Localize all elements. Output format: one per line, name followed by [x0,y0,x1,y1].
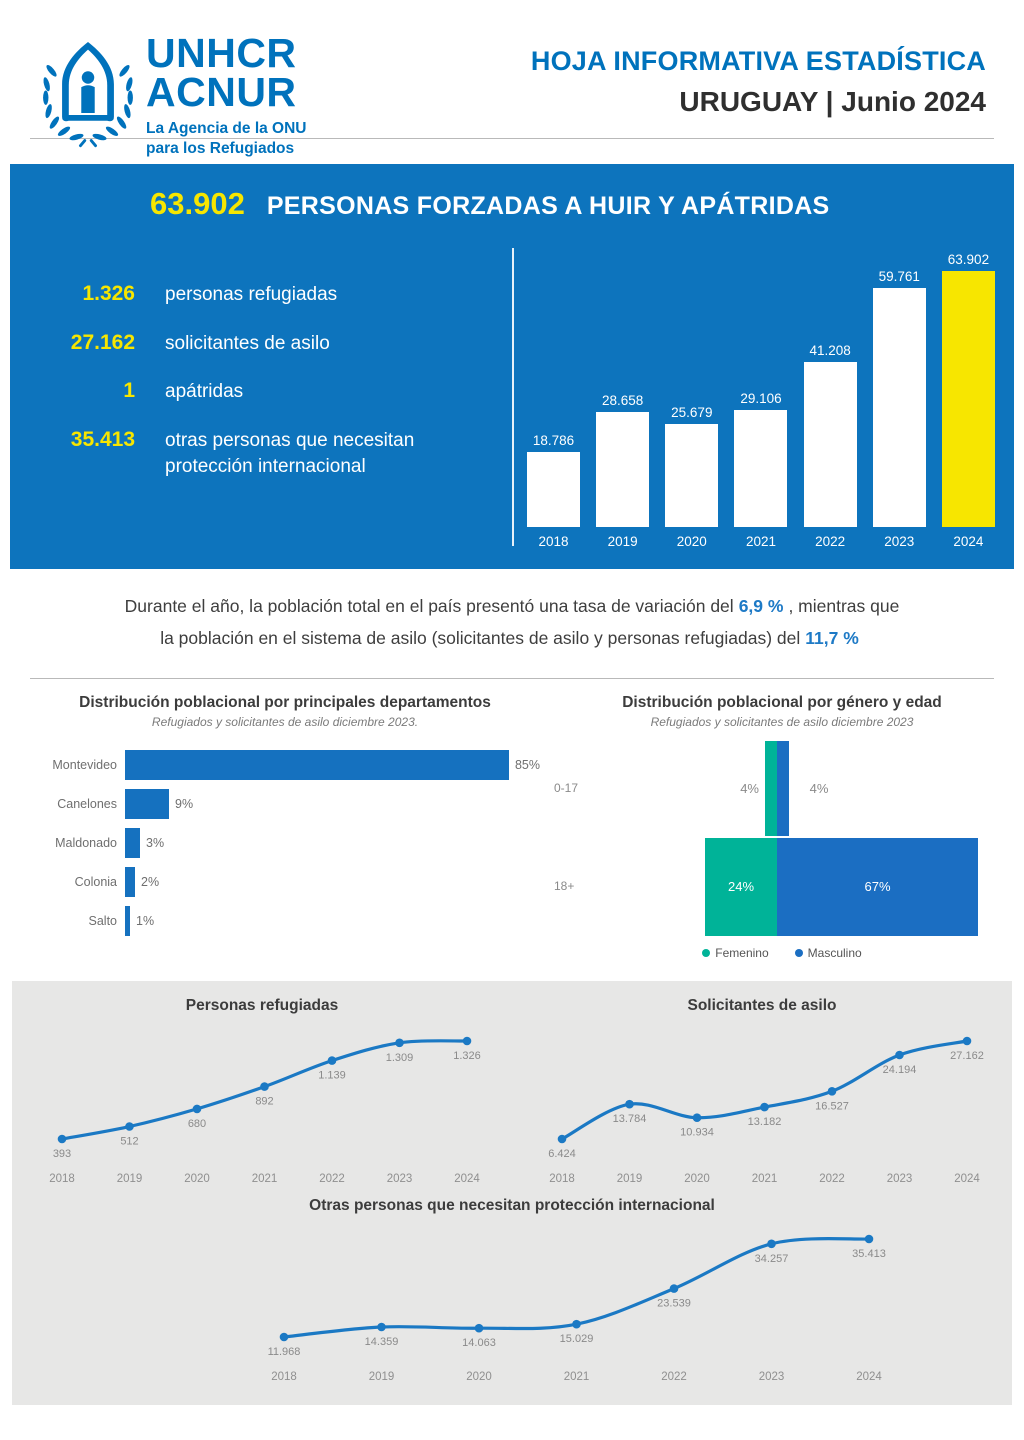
x-axis-label: 2024 [954,1173,980,1185]
point-value-label: 14.359 [364,1336,399,1348]
section-divider [30,678,994,679]
x-axis-label: 2020 [466,1371,492,1383]
data-point [377,1323,386,1332]
document-title: HOJA INFORMATIVA ESTADÍSTICA [530,46,986,76]
asylum-trend-chart [512,997,1012,1189]
stat-value: 1.326 [82,282,135,305]
stat-value: 27.162 [70,330,135,354]
point-value-label: 1.139 [318,1069,346,1082]
point-value-label: 16.527 [815,1100,849,1113]
x-axis-label: 2024 [454,1173,480,1185]
bar-value-label: 63.902 [947,252,990,267]
data-point [558,1135,567,1144]
bar-year-label: 2024 [953,534,984,549]
bar-year-label: 2021 [745,534,776,549]
point-value-label: 892 [255,1095,274,1108]
bar-value-label: 59.761 [878,269,920,284]
logo-unhcr: UNHCR [146,30,297,76]
variation-pct-total: 6,9 % [738,596,784,616]
data-point [963,1037,972,1046]
x-axis-label: 2018 [271,1371,297,1383]
point-value-label: 1.309 [385,1051,414,1064]
point-value-label: 23.539 [657,1297,691,1310]
male-value-label: 4% [809,780,829,796]
x-axis-label: 2021 [563,1371,590,1383]
female-bar [765,741,777,836]
x-axis-label: 2020 [184,1173,210,1185]
dept-bar-row [30,784,540,823]
total-count: 63.902 [150,186,245,221]
dept-category-label: Colonia [74,874,117,889]
dept-category-label: Montevideo [52,757,117,772]
bar-value-label: 28.658 [602,393,644,408]
others-chart-title: Otras personas que necesitan protección internacional [309,1197,715,1214]
logo-text [146,30,307,158]
dept-bar-row [30,862,540,901]
age-group-label: 0-17 [554,780,579,795]
others-trend-chart [12,1197,1012,1387]
bar-column [804,343,857,549]
data-point [625,1100,634,1109]
gender-legend [540,946,1024,960]
dept-bar [125,867,135,897]
bar-value-label: 18.786 [532,433,575,448]
asylum-chart-title: Solicitantes de asilo [687,997,837,1014]
x-axis-label: 2020 [684,1173,710,1185]
data-point [193,1105,202,1114]
point-value-label: 680 [187,1117,207,1130]
summary-banner [10,164,1014,569]
male-value-label: 67% [864,879,891,894]
trend-charts-top-row [12,997,1012,1189]
legend-item-masculino [795,946,862,960]
point-value-label: 11.968 [267,1346,301,1358]
data-point [260,1082,269,1091]
data-point [670,1284,679,1293]
dept-value-label: 85% [514,757,540,772]
female-value-label: 24% [727,879,755,894]
refugees-chart-title: Personas refugiadas [185,997,339,1014]
x-axis-label: 2023 [758,1371,785,1383]
refugees-trend-chart [12,997,512,1189]
bar-year-label: 2018 [538,534,569,549]
x-axis-label: 2023 [386,1173,413,1185]
asylum-line-chart [522,1021,1002,1189]
male-bar [777,741,789,836]
stat-row [10,282,480,308]
others-line-chart [244,1219,904,1387]
bar-column [527,433,580,549]
point-value-label: 24.194 [882,1064,917,1076]
bar-column [942,252,995,549]
bar-column [665,405,718,549]
departments-chart [0,694,540,967]
x-axis-label: 2019 [368,1371,395,1383]
x-axis-label: 2018 [49,1173,75,1185]
gender-chart-subtitle: Refugiados y solicitantes de asilo diciembre 2023 [650,715,914,729]
bar-year-label: 2023 [884,534,915,549]
dept-value-label: 2% [141,874,160,889]
variation-paragraph [0,591,1024,654]
stat-row [10,379,480,405]
bar [873,288,926,527]
bar-value-label: 29.106 [740,391,782,406]
point-value-label: 393 [52,1148,72,1160]
variation-line-1: Durante el año, la población total en el país presentó una tasa de variación del 6,9 % , mientras que [124,596,900,616]
dept-value-label: 3% [146,835,165,850]
legend-label: Masculino [807,946,862,960]
vertical-divider [512,248,514,546]
female-value-label: 4% [740,780,759,796]
x-axis-label: 2024 [856,1371,882,1383]
stat-label: otras personas que necesitan protección internacional [165,429,415,477]
data-point [828,1087,837,1096]
banner-heading: PERSONAS FORZADAS A HUIR Y APÁTRIDAS [266,192,830,220]
age-group-label: 18+ [554,879,575,893]
banner-title [150,186,830,222]
banner-bar-chart [527,252,995,549]
dept-value-label: 1% [136,913,155,928]
x-axis-label: 2021 [751,1173,778,1185]
dept-category-label: Salto [88,913,117,928]
stat-value: 35.413 [70,427,135,451]
data-point [760,1103,769,1112]
point-value-label: 13.182 [747,1116,782,1129]
bar-year-label: 2020 [676,534,707,549]
logo-tagline: La Agencia de la ONU para los Refugiados [146,119,307,158]
point-value-label: 34.257 [754,1252,789,1265]
variation-line-2: la población en el sistema de asilo (solicitantes de asilo y personas refugiadas) del 11,7 % [0,623,1024,655]
legend-label: Femenino [715,946,769,960]
x-axis-label: 2022 [819,1173,845,1185]
bar-value-label: 25.679 [671,405,713,420]
point-value-label: 13.784 [612,1113,647,1126]
dept-bar [125,750,509,780]
bar-value-label: 41.208 [809,343,851,358]
stat-label: personas refugiadas [165,284,338,305]
departments-chart-title: Distribución poblacional por principales departamentos [79,694,491,711]
dept-bar [125,828,140,858]
bar [942,271,995,527]
title-block [531,34,986,138]
x-axis-label: 2022 [661,1371,687,1383]
data-point [125,1122,134,1131]
bar-year-label: 2019 [607,534,638,549]
unhcr-logo [40,30,307,158]
point-value-label: 1.326 [453,1050,481,1062]
bar-year-label: 2022 [815,534,846,549]
point-value-label: 35.413 [852,1248,886,1260]
stat-label: solicitantes de asilo [165,332,330,354]
bar [804,362,857,527]
bar [734,410,787,527]
x-axis-label: 2018 [549,1173,575,1185]
bar [665,424,718,527]
bar-column [873,269,926,549]
legend-item-femenino [702,946,768,960]
femenino-swatch-icon [702,949,710,957]
gender-age-chart [540,741,1024,967]
population-stats [10,282,480,502]
bar-column [734,391,787,549]
dept-bar [125,789,169,819]
point-value-label: 512 [120,1135,139,1148]
data-point [572,1320,581,1329]
unhcr-emblem-icon [40,34,136,146]
dept-value-label: 9% [175,796,194,811]
trend-charts-panel [12,981,1012,1405]
stat-label: apátridas [165,381,244,403]
data-point [767,1240,776,1249]
point-value-label: 6.424 [548,1148,576,1160]
data-point [895,1051,904,1060]
stat-row [10,331,480,357]
dept-category-label: Canelones [57,796,117,811]
point-value-label: 15.029 [559,1333,594,1346]
distribution-charts [0,694,1024,967]
dept-bar-row [30,745,540,784]
data-point [463,1037,472,1046]
logo-acnur: ACNUR [146,68,297,115]
point-value-label: 10.934 [680,1126,714,1139]
x-axis-label: 2021 [251,1173,278,1185]
variation-pct-asylum: 11,7 % [805,627,859,648]
x-axis-label: 2019 [116,1173,143,1185]
x-axis-label: 2022 [319,1173,345,1185]
dept-bar-row [30,823,540,862]
data-point [865,1235,874,1244]
masculino-swatch-icon [795,949,803,957]
bar-column [596,393,649,549]
bar [596,412,649,527]
gender-chart-title: Distribución poblacional por género y edad [622,694,942,711]
gender-age-chart-block [540,694,1024,967]
dept-bar-row [30,901,540,940]
dept-category-label: Maldonado [55,835,117,850]
data-point [693,1113,702,1122]
data-point [395,1039,404,1048]
point-value-label: 27.162 [950,1050,984,1062]
header [0,0,1024,158]
document-subtitle: URUGUAY | Junio 2024 [679,86,986,117]
departments-chart-subtitle: Refugiados y solicitantes de asilo diciembre 2023. [151,715,419,729]
data-point [58,1135,67,1144]
refugees-line-chart [22,1021,502,1189]
dept-bar [125,906,130,936]
data-point [328,1056,337,1065]
data-point [475,1324,484,1333]
data-point [280,1333,289,1342]
departments-bars [30,745,540,940]
x-axis-label: 2023 [886,1173,913,1185]
x-axis-label: 2019 [616,1173,643,1185]
point-value-label: 14.063 [462,1337,496,1350]
bar [527,452,580,527]
stat-value: 1 [123,379,135,403]
stat-row [10,428,480,479]
